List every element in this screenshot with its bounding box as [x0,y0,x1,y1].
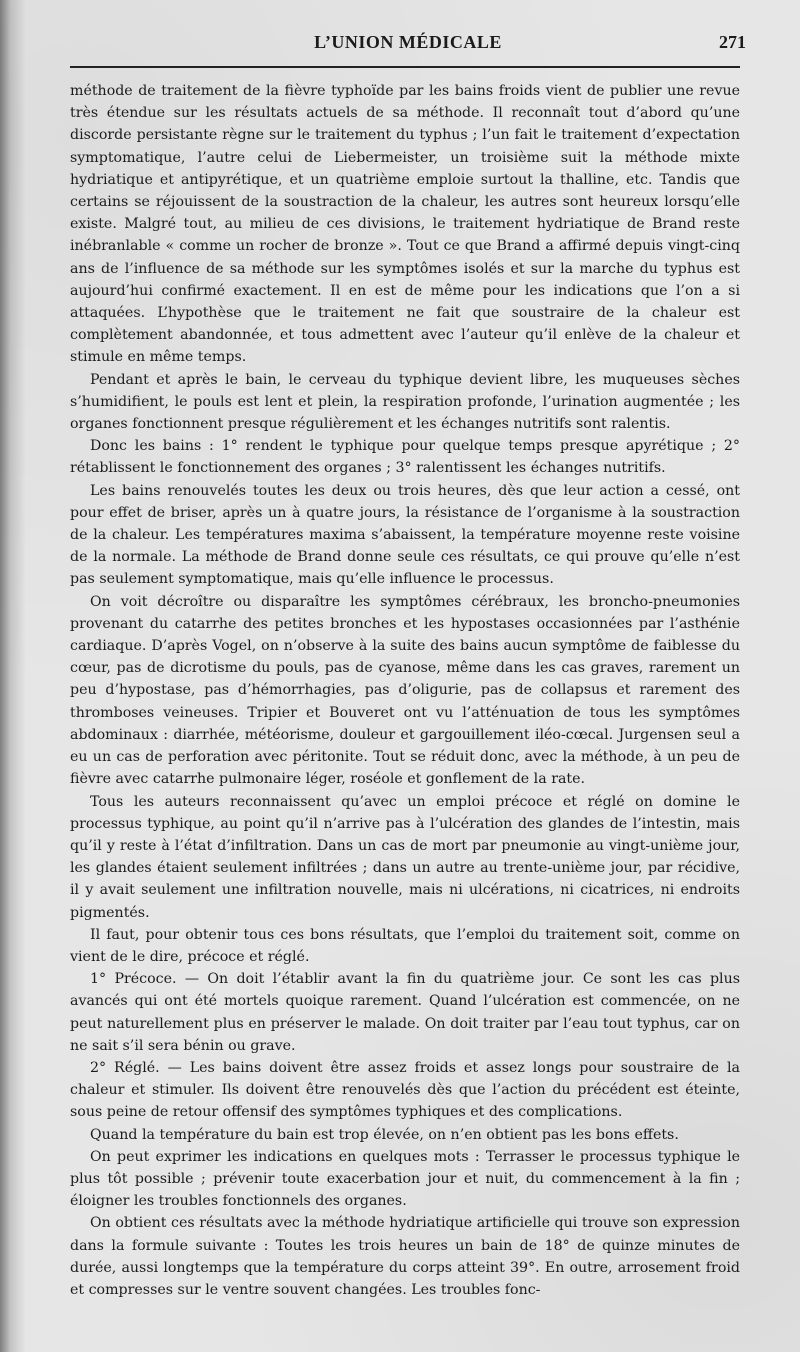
journal-title: L’UNION MÉDICALE [314,32,502,52]
page-number: 271 [719,32,746,52]
paragraph-12: On obtient ces résultats avec la méthode hydriatique artificielle qui trouve son expression dans la formule suivante : Toutes les trois heures un bain de 18° de quinze minutes de durée, aussi longtemps que la température du corps atteint 39°. En outre, arrosement froid et compresses sur le ventre souvent changées. Les troubles fonc- [70,1215,740,1298]
paragraph-11: On peut exprimer les indications en quelques mots : Terrasser le processus typhique le plus tôt possible ; prévenir toute exacerbation jour et nuit, du commencement à la fin ; éloigner les troubles fonctionnels des organes. [70,1148,740,1210]
paragraph-10: Quand la température du bain est trop élevée, on n’en obtient pas les bons effets. [90,1126,679,1143]
header-rule [70,66,740,68]
paragraph-4: Les bains renouvelés toutes les deux ou trois heures, dès que leur action a cessé, ont pour effet de briser, après un à quatre jours, la résistance de l’organisme à la soustraction de la chaleur. Les températures maxima s’abaissent, la température moyenne reste voisine de la normale. La méthode de Brand donne seule ces résultats, ce qui prouve qu’elle n’est pas seulement symptomatique, mais qu’elle influence le processus. [70,482,740,588]
running-header [70,32,746,60]
paragraph-7: Il faut, pour obtenir tous ces bons résultats, que l’emploi du traitement soit, comme on vient de le dire, précoce et réglé. [70,926,740,965]
paragraph-5: On voit décroître ou disparaître les symptômes cérébraux, les broncho-pneumonies provenant du catarrhe des petites bronches et les hypostases occasionnées par l’asthénie cardiaque. D’après Vogel, on n’observe à la suite des bains aucun symptôme de faiblesse du cœur, pas de dicrotisme du pouls, pas de cyanose, même dans les cas graves, rarement un peu d’hypostase, pas d’hémorrhagies, pas d’oligurie, pas de collapsus et rarement des thromboses veineuses. Tripier et Bouveret ont vu l’atténuation de tous les symptômes abdominaux : diarrhée, météorisme, douleur et gargouillement iléo-cœcal. Jurgensen seul a eu un cas de perforation avec péritonite. Tout se réduit donc, avec la méthode, à un peu de fièvre avec catarrhe pulmonaire léger, roséole et gonflement de la rate. [70,593,740,788]
paragraph-8: 1° Précoce. — On doit l’établir avant la fin du quatrième jour. Ce sont les cas plus avancés qui ont été mortels quoique rarement. Quand l’ulcération est commencée, on ne peut naturellement plus en préserver le malade. On doit traiter par l’eau tout typhus, car on ne sait s’il sera bénin ou grave. [70,971,740,1054]
paragraph-9: 2° Réglé. — Les bains doivent être assez froids et assez longs pour soustraire de la chaleur et stimuler. Ils doivent être renouvelés dès que l’action du précédent est éteinte, sous peine de retour offensif des symptômes typhiques et des complications. [70,1059,740,1121]
body-text [70,80,740,1301]
paragraph-6: Tous les auteurs reconnaissent qu’avec un emploi précoce et réglé on domine le processus typhique, au point qu’il n’arrive pas à l’ulcération des glandes de l’intestin, mais qu’il y reste à l’état d’infiltration. Dans un cas de mort par pneumonie au vingt-unième jour, les glandes étaient seulement infiltrées ; dans un autre au trente-unième jour, par récidive, il y avait seulement une infiltration nouvelle, mais ni ulcérations, ni cicatrices, ni endroits pigmentés. [70,793,740,921]
paragraph-2: Pendant et après le bain, le cerveau du typhique devient libre, les muqueuses sèches s’humidifient, le pouls est lent et plein, la respiration profonde, l’urination augmentée ; les organes fonctionnent presque régulièrement et les échanges nutritifs sont ralentis. [70,371,740,433]
scan-edge-shadow [0,0,26,1352]
paragraph-3: Donc les bains : 1° rendent le typhique pour quelque temps presque apyrétique ; 2° rétablissent le fonctionnement des organes ; 3° ralentissent les échanges nutritifs. [70,438,740,477]
paragraph-1: méthode de traitement de la fièvre typhoïde par les bains froids vient de publier une revue très étendue sur les résultats actuels de sa méthode. Il reconnaît tout d’abord qu’une discorde persistante règne sur le traitement du typhus ; l’un fait le traitement d’expectation symptomatique, l’autre celui de Liebermeister, un troisième suit la méthode mixte hydriatique et antipyrétique, et un quatrième emploie surtout la thalline, etc. Tandis que certains se réjouissent de la soustraction de la chaleur, les autres sont heureux lorsqu’elle existe. Malgré tout, au milieu de ces divisions, le traitement hydriatique de Brand reste inébranlable « comme un rocher de bronze ». Tout ce que Brand a affirmé depuis vingt-cinq ans de l’influence de sa méthode sur les symptômes isolés et sur la marche du typhus est aujourd’hui confirmé exactement. Il en est de même pour les indications que l’on a si attaquées. L’hypothèse que le traitement ne fait que soustraire de la chaleur est complètement abandonnée, et tous admettent avec l’auteur qu’il enlève de la chaleur et stimule en même temps. [70,83,740,366]
